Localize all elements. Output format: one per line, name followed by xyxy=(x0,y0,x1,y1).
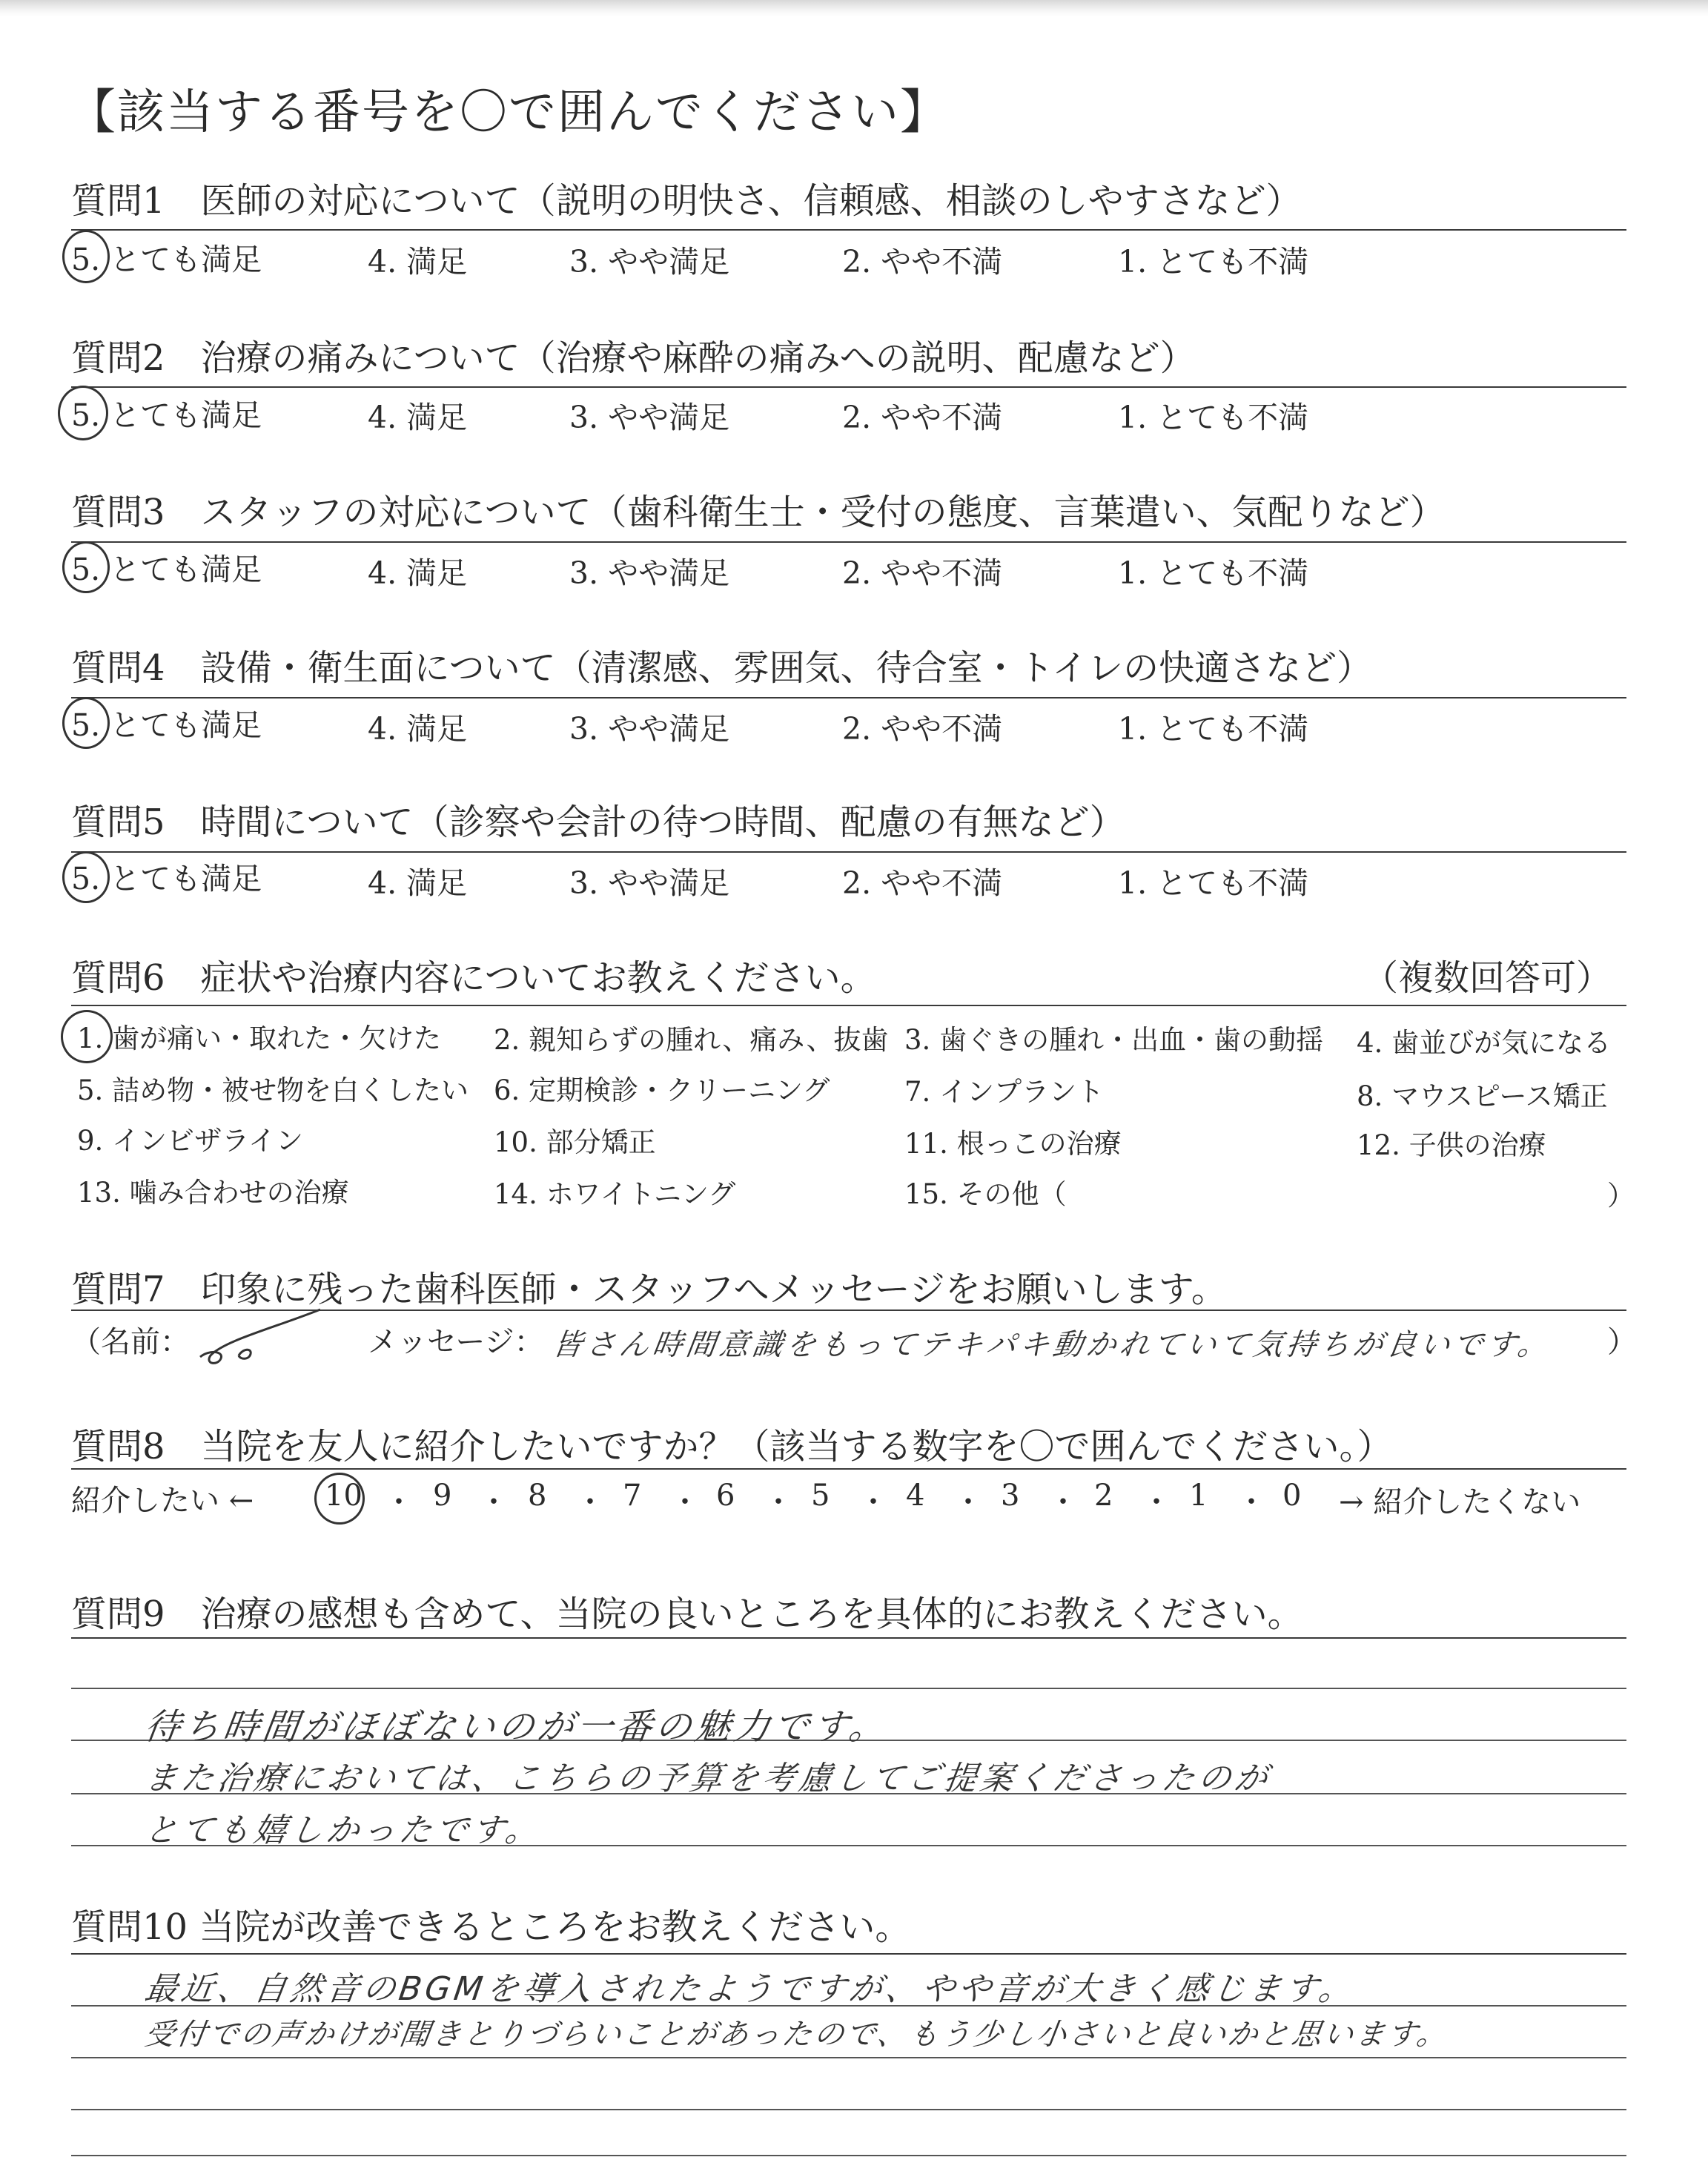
q10-answer-line-1: 最近、自然音のBGMを導入されたようですが、やや音が大きく感じます。 xyxy=(142,1970,1358,2008)
question-6-rule xyxy=(71,1005,1626,1006)
q6-option-13[interactable]: 13. 噛み合わせの治療 xyxy=(77,1177,349,1209)
q8-scale-dot: ・ xyxy=(1048,1485,1078,1519)
q6-option-15[interactable]: 15. その他（ xyxy=(904,1178,1067,1210)
question-10-title: 質問10 当院が改善できるところをお教えください。 xyxy=(71,1906,911,1948)
q8-scale-4[interactable]: 4 xyxy=(906,1479,925,1513)
q4-option-1[interactable]: 1. とても不満 xyxy=(1118,711,1309,747)
q8-right-label: → 紹介したくない xyxy=(1339,1485,1581,1519)
q9-answer-line-2: また治療においては、こちらの予算を考慮してご提案くださったのが xyxy=(142,1760,1274,1797)
q1-option-3[interactable]: 3. やや満足 xyxy=(569,244,730,280)
q6-option-1[interactable]: 1. 歯が痛い・取れた・欠けた xyxy=(77,1023,442,1054)
q3-option-5[interactable]: 5. とても満足 xyxy=(71,552,262,587)
question-8-title: 質問8 当院を友人に紹介したいですか？（該当する数字を〇で囲んでください。） xyxy=(71,1426,1393,1467)
q2-option-1[interactable]: 1. とても不満 xyxy=(1118,400,1309,435)
q8-scale-dot: ・ xyxy=(858,1485,888,1519)
q7-message-label: メッセージ： xyxy=(368,1325,544,1359)
q8-scale-dot: ・ xyxy=(953,1485,983,1519)
q6-option-9[interactable]: 9. インビザライン xyxy=(77,1125,303,1157)
q6-option-5[interactable]: 5. 詰め物・被せ物を白くしたい xyxy=(77,1074,469,1106)
q9-answer-line-3: とても嬉しかったです。 xyxy=(142,1811,545,1849)
q8-scale-9[interactable]: 9 xyxy=(433,1479,452,1513)
form-heading: 【該当する番号を〇で囲んでください】 xyxy=(68,85,949,140)
q2-option-2[interactable]: 2. やや不満 xyxy=(842,400,1003,435)
q1-option-5[interactable]: 5. とても満足 xyxy=(71,242,262,277)
writing-line xyxy=(71,2155,1626,2156)
q2-option-3[interactable]: 3. やや満足 xyxy=(569,400,730,435)
q5-option-4[interactable]: 4. 満足 xyxy=(368,865,468,901)
q8-scale-dot: ・ xyxy=(384,1485,414,1519)
q4-option-3[interactable]: 3. やや満足 xyxy=(569,711,730,747)
q5-option-3[interactable]: 3. やや満足 xyxy=(569,865,730,901)
question-6-title: 質問6 症状や治療内容についてお教えください。 xyxy=(71,957,876,999)
q8-scale-dot: ・ xyxy=(575,1485,605,1519)
q6-option-7[interactable]: 7. インプラント xyxy=(904,1076,1105,1108)
question-3-rule xyxy=(71,541,1626,543)
q2-option-4[interactable]: 4. 満足 xyxy=(368,400,468,435)
q8-left-label: 紹介したい ← xyxy=(71,1484,254,1518)
q7-name-label: （名前： xyxy=(71,1325,190,1359)
q8-scale-8[interactable]: 8 xyxy=(528,1479,547,1513)
q6-option-10[interactable]: 10. 部分矯正 xyxy=(494,1126,656,1158)
q5-option-5[interactable]: 5. とても満足 xyxy=(71,861,262,896)
q3-option-1[interactable]: 1. とても不満 xyxy=(1118,555,1309,591)
question-1-rule xyxy=(71,229,1626,231)
q8-scale-dot: ・ xyxy=(1237,1485,1266,1519)
q7-message-handwritten: 皆さん時間意識をもってテキパキ動かれていて気持ちが良いです。 xyxy=(550,1328,1554,1362)
question-1-title: 質問1 医師の対応について（説明の明快さ、信頼感、相談のしやすさなど） xyxy=(71,180,1302,222)
q4-option-2[interactable]: 2. やや不満 xyxy=(842,711,1003,747)
q8-scale-dot: ・ xyxy=(670,1485,700,1519)
question-2-title: 質問2 治療の痛みについて（治療や麻酔の痛みへの説明、配慮など） xyxy=(71,337,1196,379)
q8-scale-0[interactable]: 0 xyxy=(1282,1479,1302,1513)
question-3-title: 質問3 スタッフの対応について（歯科衛生士・受付の態度、言葉遣い、気配りなど） xyxy=(71,492,1446,533)
writing-line xyxy=(71,1688,1626,1689)
q6-other-close-paren: ） xyxy=(1607,1180,1635,1212)
q6-option-14[interactable]: 14. ホワイトニング xyxy=(494,1178,736,1210)
q8-scale-3[interactable]: 3 xyxy=(1001,1479,1020,1513)
q6-option-4[interactable]: 4. 歯並びが気になる xyxy=(1357,1027,1612,1059)
question-9-title: 質問9 治療の感想も含めて、当院の良いところを具体的にお教えください。 xyxy=(71,1593,1303,1635)
q1-option-2[interactable]: 2. やや不満 xyxy=(842,244,1003,280)
question-5-rule xyxy=(71,851,1626,853)
q8-scale-6[interactable]: 6 xyxy=(716,1479,735,1513)
q8-scale-7[interactable]: 7 xyxy=(623,1479,642,1513)
q8-scale-1[interactable]: 1 xyxy=(1189,1479,1208,1513)
question-8-rule xyxy=(71,1468,1626,1470)
q4-option-4[interactable]: 4. 満足 xyxy=(368,711,468,747)
scan-edge xyxy=(0,0,1708,16)
q6-option-6[interactable]: 6. 定期検診・クリーニング xyxy=(494,1074,830,1106)
question-9-rule xyxy=(71,1637,1626,1639)
q6-option-11[interactable]: 11. 根っこの治療 xyxy=(904,1128,1122,1160)
name-signature-scribble xyxy=(194,1305,328,1372)
q8-scale-10[interactable]: 10 xyxy=(325,1479,363,1513)
q6-option-3[interactable]: 3. 歯ぐきの腫れ・出血・歯の動揺 xyxy=(904,1024,1324,1056)
question-4-title: 質問4 設備・衛生面について（清潔感、雰囲気、待合室・トイレの快適さなど） xyxy=(71,647,1373,689)
question-6-note: （複数回答可） xyxy=(1363,957,1612,999)
q2-option-5[interactable]: 5. とても満足 xyxy=(71,397,262,433)
q1-option-1[interactable]: 1. とても不満 xyxy=(1118,244,1309,280)
q3-option-3[interactable]: 3. やや満足 xyxy=(569,555,730,591)
question-5-title: 質問5 時間について（診察や会計の待つ時間、配慮の有無など） xyxy=(71,802,1125,843)
writing-line xyxy=(71,2057,1626,2058)
q8-scale-dot: ・ xyxy=(764,1485,793,1519)
q6-option-2[interactable]: 2. 親知らずの腫れ、痛み、抜歯 xyxy=(494,1024,889,1056)
q3-option-2[interactable]: 2. やや不満 xyxy=(842,555,1003,591)
q8-scale-2[interactable]: 2 xyxy=(1094,1479,1113,1513)
q1-option-4[interactable]: 4. 満足 xyxy=(368,244,468,280)
q8-scale-dot: ・ xyxy=(479,1485,509,1519)
q6-option-8[interactable]: 8. マウスピース矯正 xyxy=(1357,1080,1608,1112)
q5-option-1[interactable]: 1. とても不満 xyxy=(1118,865,1309,901)
q8-scale-dot: ・ xyxy=(1142,1485,1171,1519)
question-7-title: 質問7 印象に残った歯科医師・スタッフへメッセージをお願いします。 xyxy=(71,1269,1227,1310)
q10-answer-line-2: 受付での声かけが聞きとりづらいことがあったので、もう少し小さいと良いかと思います。 xyxy=(142,2018,1452,2052)
writing-line xyxy=(71,2109,1626,2110)
question-2-rule xyxy=(71,386,1626,388)
q6-option-12[interactable]: 12. 子供の治療 xyxy=(1357,1129,1546,1161)
q3-option-4[interactable]: 4. 満足 xyxy=(368,555,468,591)
q4-option-5[interactable]: 5. とても満足 xyxy=(71,707,262,743)
q9-answer-line-1: 待ち時間がほぼないのが一番の魅力です。 xyxy=(142,1706,892,1748)
q7-close-paren: ） xyxy=(1607,1325,1637,1359)
q8-scale-5[interactable]: 5 xyxy=(811,1479,830,1513)
question-4-rule xyxy=(71,697,1626,698)
q5-option-2[interactable]: 2. やや不満 xyxy=(842,865,1003,901)
question-10-rule xyxy=(71,1953,1626,1955)
